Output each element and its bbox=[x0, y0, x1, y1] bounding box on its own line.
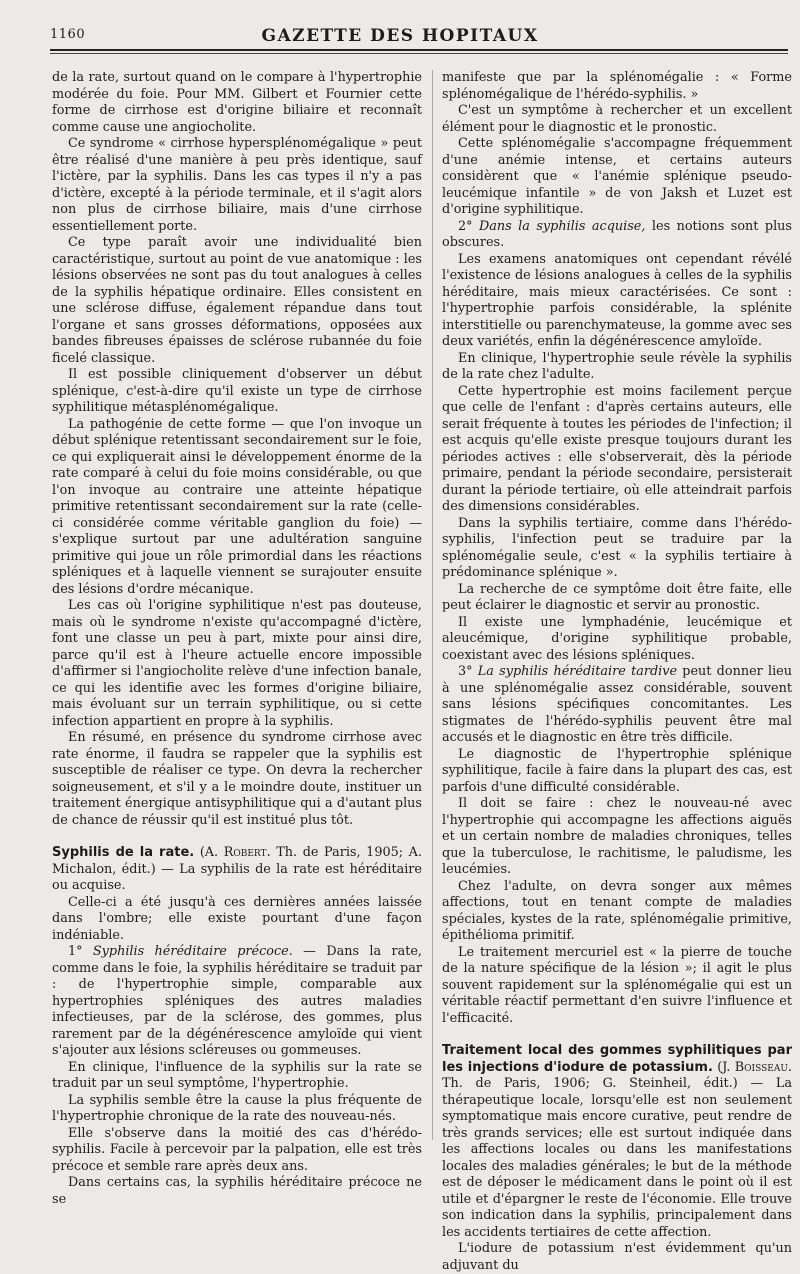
paragraph: Les cas où l'origine syphilitique n'est pas douteuse, mais où le syndrome n'existe qu'accompagné d'ictère, font une classe un peu à part, mixte pour ainsi dire, parce qu'il est à l'heure actuelle encore impossible d'affirmer si l'angiocholite relève d'une infection banale, ce qui les identifie avec les formes d'origine biliaire, mais évoluant sur un terrain syphilitique, ou si cette infection appartient en propre à la syphilis. bbox=[52, 598, 422, 729]
paragraph: Il existe une lymphadénie, leucémique et aleucémique, d'origine syphilitique probable, coexistant avec des lésions spléniques. bbox=[442, 614, 792, 663]
paragraph: Ce type paraît avoir une individualité bien caractéristique, surtout au point de vue anatomique : les lésions observées ne sont pas du tout analogues à celles de la syphilis hépatique ordinaire. Elles consistent en une sclérose diffuse, également répandue dans tout l'organe et sans grosses déformations, opposées aux bandes fibreuses épaisses de sclérose rubannée du foie ficelé classique. bbox=[52, 235, 422, 366]
paragraph: En clinique, l'hypertrophie seule révèle la syphilis de la rate chez l'adulte. bbox=[442, 350, 792, 382]
section-title: Syphilis de la rate. bbox=[52, 845, 195, 860]
paragraph: Le traitement mercuriel est « la pierre de touche de la nature spécifique de la lésion »; il agit le plus souvent rapidement sur la splénomégalie qui est un véritable réactif permettant d'en suivre l'influence et l'efficacité. bbox=[442, 944, 792, 1026]
paragraph: La pathogénie de cette forme — que l'on invoque un début splénique retentissant secondairement sur le foie, ce qui expliquerait ainsi le développement énorme de la rate comparé à celui du foie moins considérable, ou que l'on invoque au contraire une atteinte hépatique primitive retentissant secondairement sur la rate (celle-ci considérée comme véritable ganglion du foie) — s'explique surtout par une adultération sanguine primitive qui joue un rôle primordial dans les réactions spléniques et à laquelle viennent se surajouter ensuite des lésions d'ordre mécanique. bbox=[52, 416, 422, 597]
page-number: 1160 bbox=[50, 27, 86, 42]
paragraph: En clinique, l'influence de la syphilis sur la rate se traduit par un seul symptôme, l'hypertrophie. bbox=[52, 1059, 422, 1091]
section-heading-gommes bbox=[442, 1043, 792, 1241]
paragraph-text: peut donner lieu à une splénomégalie assez considérable, souvent sans lésions spécifiques concomitantes. Les stigmates de l'hérédo-syphilis peuvent être mal accusés et le diagnostic en être très difficile. bbox=[442, 664, 792, 745]
paragraph: Cette hypertrophie est moins facilement perçue que celle de l'enfant : d'après certains auteurs, elle serait fréquente à toutes les périodes de l'infection; il est acquis qu'elle existe presque toujours durant les périodes actives : elle s'observerait, dès la période primaire, pendant la période secondaire, persisterait durant la période tertiaire, où elle atteindrait parfois des dimensions considérables. bbox=[442, 383, 792, 514]
paragraph: L'iodure de potassium n'est évidemment qu'un adjuvant du bbox=[442, 1241, 792, 1273]
paragraph: Les examens anatomiques ont cependant révélé l'existence de lésions analogues à celles de la syphilis héréditaire, mais mieux caractérisées. Ce sont : l'hypertrophie parfois considérable, la splénite interstitielle ou parenchymateuse, la gomme avec ses deux variétés, enfin la dégénérescence amyloïde. bbox=[442, 251, 792, 349]
paragraph: La recherche de ce symptôme doit être faite, elle peut éclairer le diagnostic et servir au pronostic. bbox=[442, 581, 792, 613]
paragraph-text: — Dans la rate, comme dans le foie, la syphilis héréditaire se traduit par : de l'hypertrophie simple, comparable aux hypertrophies spléniques des autres maladies infectieuses, par de la sclérose, des gommes, plus rarement par de la dégénérescence amyloïde qui vient s'ajouter aux lésions scléreuses ou gommeuses. bbox=[52, 944, 422, 1058]
list-number: 1° bbox=[68, 944, 83, 959]
paragraph: Il est possible cliniquement d'observer un début splénique, c'est-à-dire qu'il existe un type de cirrhose syphilitique métasplénomégalique. bbox=[52, 367, 422, 415]
paragraph: Il doit se faire : chez le nouveau-né avec l'hypertrophie qui accompagne les affections aiguës et un certain nombre de maladies chroniques, telles que la tuberculose, le rachitisme, le paludisme, les leucémies. bbox=[442, 796, 792, 877]
paragraph-subheading bbox=[442, 219, 792, 252]
paragraph-subheading bbox=[442, 664, 792, 747]
paragraph-text: les notions sont plus obscures. bbox=[442, 218, 792, 250]
header-rule-thin bbox=[50, 53, 788, 54]
ref-pre: (J. bbox=[717, 1059, 731, 1075]
section-heading-rate bbox=[52, 845, 422, 895]
author-name: Boisseau bbox=[734, 1059, 788, 1075]
ref-rest: . Th. de Paris, 1906; G. Steinheil, édit.) — La thérapeutique locale, lorsqu'elle est non seulement symptomatique mais encore curative, peut rendre de très grands services; elle est surtout indiquée dans les affections locales ou dans les manifestations locales des maladies générales; le but de la méthode est de déposer le médicament dans le point où il est utile et d'épargner le reste de l'économie. Elle trouve son indication dans la syphilis, principalement dans les accidents tertiaires de cette affection. bbox=[442, 1059, 792, 1240]
paragraph: Ce syndrome « cirrhose hypersplénomégalique » peut être réalisé d'une manière à peu près identique, sauf l'ictère, par la syphilis. Dans les cas types il n'y a pas d'ictère, excepté à la période terminale, et il s'agit alors non plus de cirrhose biliaire, mais d'une cirrhose essentiellement porte. bbox=[52, 136, 422, 234]
paragraph: Dans la syphilis tertiaire, comme dans l'hérédo-syphilis, l'infection peut se traduire par la splénomégalie seule, c'est « la syphilis tertiaire à prédominance splénique ». bbox=[442, 515, 792, 580]
subheading: Dans la syphilis acquise, bbox=[479, 218, 646, 234]
subheading: Syphilis héréditaire précoce. bbox=[92, 944, 293, 959]
paragraph: Celle-ci a été jusqu'à ces dernières années laissée dans l'ombre; elle existe pourtant d'une façon indéniable. bbox=[52, 894, 422, 943]
paragraph: En résumé, en présence du syndrome cirrhose avec rate énorme, il faudra se rappeler que la syphilis est susceptible de réaliser ce type. On devra la rechercher soigneusement, et s'il y a le moindre doute, instituer un traitement énergique antisyphilitique qui a d'autant plus de chance de réussir qu'il est institué plus tôt. bbox=[52, 730, 422, 828]
page-header bbox=[0, 18, 800, 54]
paragraph: Chez l'adulte, on devra songer aux mêmes affections, tout en tenant compte de maladies spéciales, kystes de la rate, splénomégalie primitive, épithélioma primitif. bbox=[442, 878, 792, 943]
journal-title: GAZETTE DES HOPITAUX bbox=[261, 26, 539, 46]
header-rule bbox=[50, 49, 788, 51]
paragraph: Le diagnostic de l'hypertrophie splénique syphilitique, facile à faire dans la plupart des cas, est parfois d'une difficulté considérable. bbox=[442, 746, 792, 795]
paragraph: manifeste que par la splénomégalie : « Forme splénomégalique de l'hérédo-syphilis. » bbox=[442, 70, 792, 102]
paragraph: Elle s'observe dans la moitié des cas d'hérédo-syphilis. Facile à percevoir par la palpation, elle est très précoce et semble rare après deux ans. bbox=[52, 1125, 422, 1174]
section-title: Traitement local des gommes syphilitiques par les injections d'iodure de potassium. bbox=[442, 1043, 792, 1075]
paragraph: Cette splénomégalie s'accompagne fréquemment d'une anémie intense, et certains auteurs considèrent que « l'anémie splénique pseudo-leucémique infantile » de von Jaksh et Luzet est d'origine syphilitique. bbox=[442, 136, 792, 217]
ref-rest: . Th. de Paris, 1905; A. Michalon, édit.) — La syphilis de la rate est héréditaire ou acquise. bbox=[52, 845, 422, 893]
paragraph: Dans certains cas, la syphilis héréditaire précoce ne se bbox=[52, 1175, 422, 1207]
paragraph: La syphilis semble être la cause la plus fréquente de l'hypertrophie chronique de la rate des nouveau-nés. bbox=[52, 1092, 422, 1124]
right-column bbox=[442, 70, 792, 1274]
ref-pre: (A. bbox=[199, 845, 219, 860]
list-number: 3° bbox=[458, 664, 473, 679]
paragraph: C'est un symptôme à rechercher et un excellent élément pour le diagnostic et le pronostic. bbox=[442, 103, 792, 135]
paragraph: de la rate, surtout quand on le compare à l'hypertrophie modérée du foie. Pour MM. Gilbert et Fournier cette forme de cirrhose est d'origine biliaire et reconnaît comme cause une angiocholite. bbox=[52, 70, 422, 135]
author-name: Robert bbox=[223, 845, 267, 860]
column-divider bbox=[432, 70, 433, 1140]
left-column bbox=[52, 70, 422, 1208]
list-number: 2° bbox=[458, 218, 473, 234]
paragraph-subheading bbox=[52, 944, 422, 1060]
subheading: La syphilis héréditaire tardive bbox=[477, 664, 678, 679]
